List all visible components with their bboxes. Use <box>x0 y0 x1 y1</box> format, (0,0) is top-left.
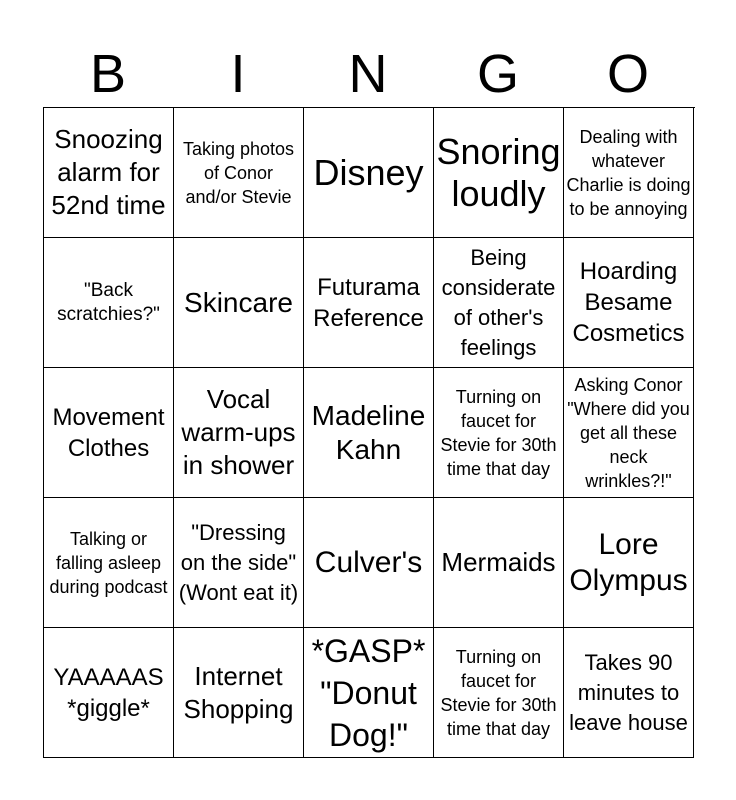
bingo-header <box>43 40 693 108</box>
bingo-cell[interactable] <box>44 498 174 628</box>
bingo-cell[interactable] <box>434 108 564 238</box>
header-letter-b: B <box>89 44 127 104</box>
bingo-cell[interactable] <box>304 498 434 628</box>
cell-text: Madeline Kahn <box>311 399 426 465</box>
bingo-cell[interactable] <box>434 368 564 498</box>
bingo-cell[interactable] <box>174 238 304 368</box>
bingo-cell[interactable] <box>564 238 694 368</box>
bingo-cell[interactable] <box>434 628 564 758</box>
cell-text: *GASP* "Donut Dog!" <box>311 632 426 753</box>
bingo-cell[interactable] <box>564 628 694 758</box>
header-letter-i: I <box>230 44 246 104</box>
bingo-cell[interactable] <box>44 108 174 238</box>
cell-text: Internet Shopping <box>183 660 294 724</box>
cell-text: Vocal warm-ups in shower <box>181 384 296 480</box>
bingo-cell[interactable] <box>174 628 304 758</box>
cell-text: Mermaids <box>441 547 556 577</box>
bingo-cell[interactable] <box>304 238 434 368</box>
bingo-cell[interactable] <box>564 108 694 238</box>
cell-text: Asking Conor "Where did you get all these neck wrinkles?!" <box>567 374 690 491</box>
bingo-cell[interactable] <box>434 238 564 368</box>
bingo-cell[interactable] <box>564 368 694 498</box>
header-letter-o: O <box>606 44 649 104</box>
cell-text: Hoarding Besame Cosmetics <box>572 258 685 347</box>
cell-text: "Back scratchies?" <box>57 279 160 325</box>
cell-text: Movement Clothes <box>52 403 165 462</box>
cell-text: Talking or falling asleep during podcast <box>49 528 168 597</box>
bingo-cell[interactable] <box>44 368 174 498</box>
bingo-cell[interactable] <box>174 108 304 238</box>
cell-text: Culver's <box>314 545 423 579</box>
cell-text: Being considerate of other's feelings <box>441 244 556 360</box>
cell-text: Skincare <box>184 286 293 318</box>
cell-text: Futurama Reference <box>313 273 424 332</box>
cell-text: Takes 90 minutes to leave house <box>569 649 688 735</box>
cell-text: Snoozing alarm for 52nd time <box>51 124 166 220</box>
cell-text: Dealing with whatever Charlie is doing to be annoying <box>566 126 691 219</box>
bingo-cell[interactable] <box>44 238 174 368</box>
cell-text: "Dressing on the side" (Wont eat it) <box>178 519 299 605</box>
bingo-cell[interactable] <box>304 108 434 238</box>
header-letter-n: N <box>348 44 388 104</box>
bingo-cell[interactable] <box>174 498 304 628</box>
cell-text: Turning on faucet for Stevie for 30th time that day <box>440 646 557 739</box>
bingo-board <box>43 107 695 758</box>
bingo-cell[interactable] <box>304 628 434 758</box>
cell-text: Disney <box>313 151 424 193</box>
cell-text: Taking photos of Conor and/or Stevie <box>182 138 295 207</box>
bingo-cell[interactable] <box>44 628 174 758</box>
cell-text: YAAAAAS *giggle* <box>53 663 164 722</box>
cell-text: Snoring loudly <box>436 130 561 214</box>
bingo-cell[interactable] <box>434 498 564 628</box>
bingo-cell[interactable] <box>174 368 304 498</box>
cell-text: Turning on faucet for Stevie for 30th time that day <box>440 386 557 479</box>
bingo-cell[interactable] <box>564 498 694 628</box>
bingo-cell[interactable] <box>304 368 434 498</box>
header-letter-g: G <box>476 44 519 104</box>
cell-text: Lore Olympus <box>569 527 688 597</box>
